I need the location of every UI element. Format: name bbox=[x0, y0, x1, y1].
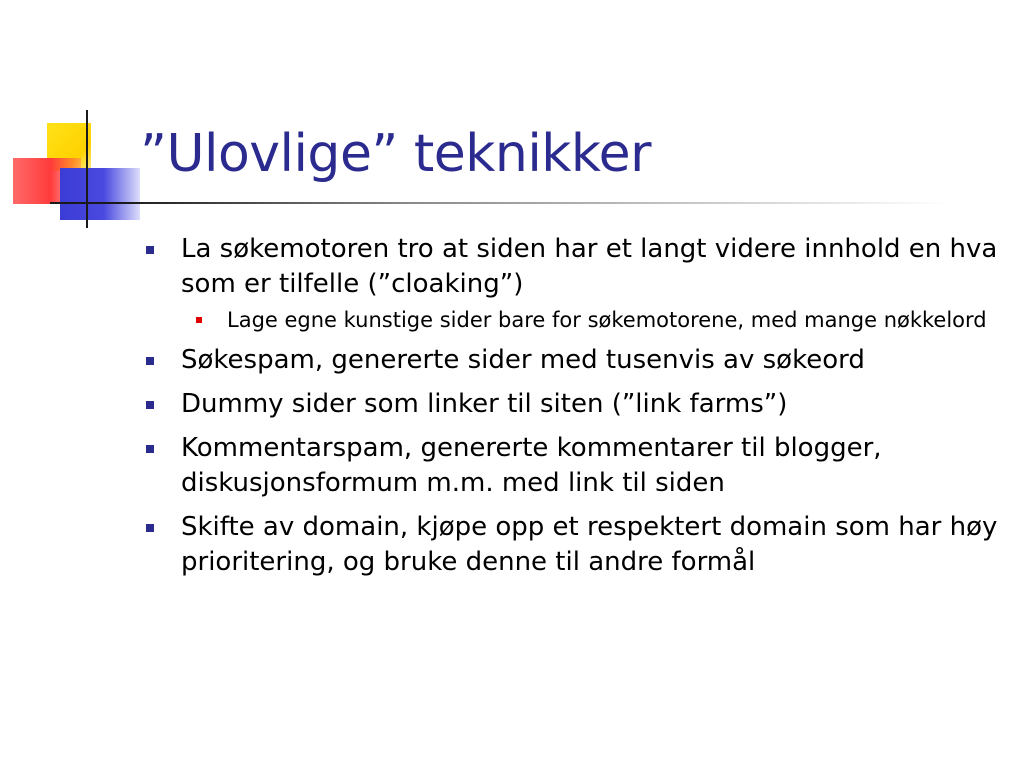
square-bullet-icon bbox=[146, 445, 154, 453]
bullet-item bbox=[140, 510, 1000, 580]
bullet-item bbox=[140, 232, 1000, 334]
bullet-item bbox=[140, 387, 1000, 422]
square-bullet-icon bbox=[146, 357, 154, 365]
overlapping-squares-logo-icon bbox=[0, 0, 150, 240]
bullet-text: Dummy sider som linker til siten (”link farms”) bbox=[181, 389, 788, 419]
square-bullet-icon bbox=[196, 317, 202, 323]
logo-vertical-line bbox=[86, 110, 88, 228]
bullet-item bbox=[140, 343, 1000, 378]
logo-blue-square bbox=[60, 168, 140, 220]
sub-bullet-text: Lage egne kunstige sider bare for søkemotorene, med mange nøkkelord bbox=[227, 308, 987, 332]
slide-title: ”Ulovlige” teknikker bbox=[140, 124, 652, 184]
sub-bullet-item bbox=[181, 306, 1000, 334]
bullet-item bbox=[140, 431, 1000, 501]
square-bullet-icon bbox=[146, 401, 154, 409]
square-bullet-icon bbox=[146, 524, 154, 532]
bullet-list bbox=[140, 232, 1000, 589]
title-underline bbox=[50, 202, 950, 204]
square-bullet-icon bbox=[146, 246, 154, 254]
bullet-text: La søkemotoren tro at siden har et langt videre innhold en hva som er tilfelle (”cloaking”) bbox=[181, 234, 998, 299]
bullet-text: Kommentarspam, genererte kommentarer til blogger, diskusjonsformum m.m. med link til siden bbox=[181, 433, 882, 498]
sub-bullet-list bbox=[181, 306, 1000, 334]
bullet-text: Søkespam, genererte sider med tusenvis av søkeord bbox=[181, 345, 865, 375]
bullet-text: Skifte av domain, kjøpe opp et respektert domain som har høy prioritering, og bruke denne til andre formål bbox=[181, 512, 998, 577]
